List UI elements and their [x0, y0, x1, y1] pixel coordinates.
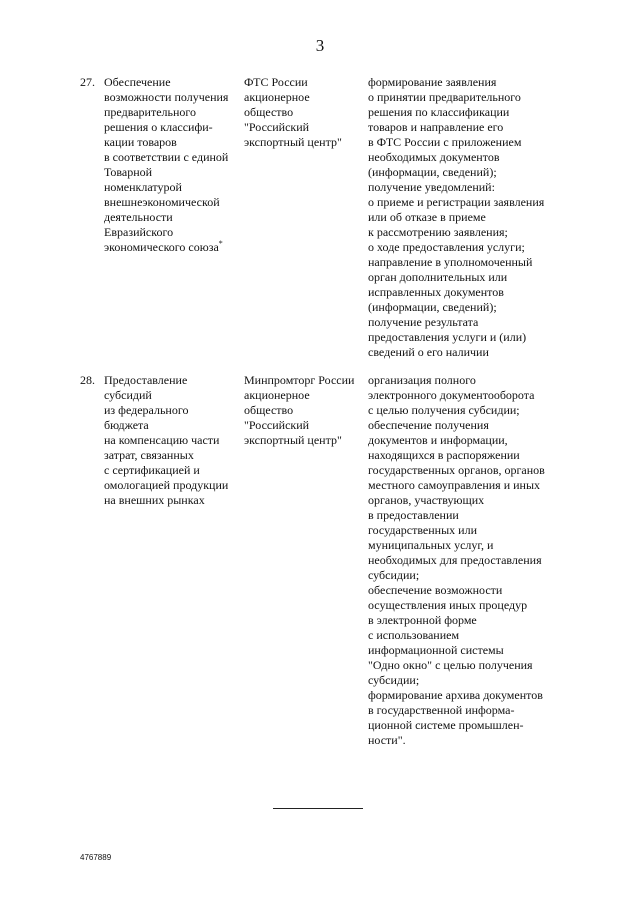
service-name: [104, 373, 244, 508]
text-line: на компенсацию части: [104, 433, 220, 447]
text-line: к рассмотрению заявления;: [368, 225, 508, 239]
electronic-actions: [368, 75, 568, 360]
text-line: обеспечение получения: [368, 418, 489, 432]
text-line: деятельности: [104, 210, 173, 224]
text-line: Минпромторг России: [244, 373, 355, 387]
text-line: направление в уполномоченный: [368, 255, 533, 269]
text-line: субсидии;: [368, 568, 420, 582]
text-line: документов и информации,: [368, 433, 508, 447]
text-line: внешнеэкономической: [104, 195, 220, 209]
text-line: местного самоуправления и иных: [368, 478, 541, 492]
text-line: о ходе предоставления услуги;: [368, 240, 525, 254]
text-line: из федерального: [104, 403, 189, 417]
text-line: исправленных документов: [368, 285, 504, 299]
text-line: осуществления иных процедур: [368, 598, 528, 612]
text-line: ности".: [368, 733, 406, 747]
text-line: в государственной информа-: [368, 703, 515, 717]
text-line: в электронной форме: [368, 613, 477, 627]
text-line: государственных органов, органов: [368, 463, 545, 477]
text-line: Евразийского: [104, 225, 174, 239]
text-line: решения о классифи-: [104, 120, 213, 134]
document-code: 4767889: [80, 853, 112, 862]
text-line: государственных или: [368, 523, 477, 537]
text-line: товаров и направление его: [368, 120, 504, 134]
text-line: ФТС России: [244, 75, 308, 89]
text-line: о принятии предварительного: [368, 90, 521, 104]
text-line: в соответствии с единой: [104, 150, 229, 164]
text-line: или об отказе в приеме: [368, 210, 486, 224]
text-line: муниципальных услуг, и: [368, 538, 494, 552]
row-number: 28.: [80, 373, 95, 387]
text-line: органов, участвующих: [368, 493, 485, 507]
text-line: предоставления услуги и (или): [368, 330, 527, 344]
footnote-asterisk: *: [218, 239, 223, 248]
text-line: "Российский: [244, 418, 310, 432]
text-line: номенклатурой: [104, 180, 182, 194]
text-line: сведений о его наличии: [368, 345, 489, 359]
text-line: с использованием: [368, 628, 460, 642]
page-number: 3: [315, 36, 325, 55]
text-line: затрат, связанных: [104, 448, 194, 462]
text-line: орган дополнительных или: [368, 270, 508, 284]
text-line: общество: [244, 403, 294, 417]
responsible-organizations: [244, 75, 366, 150]
text-line: экспортный центр": [244, 433, 342, 447]
text-line: кации товаров: [104, 135, 177, 149]
text-line: омологацией продукции: [104, 478, 229, 492]
text-line: на внешних рынках: [104, 493, 205, 507]
text-line: электронного документооборота: [368, 388, 535, 402]
text-line: бюджета: [104, 418, 149, 432]
text-line: с сертификацией и: [104, 463, 200, 477]
service-name: [104, 75, 244, 255]
text-line: Предоставление: [104, 373, 188, 387]
text-line: субсидий: [104, 388, 152, 402]
text-line: (информации, сведений);: [368, 165, 497, 179]
text-line: Обеспечение: [104, 75, 171, 89]
text-line: субсидии;: [368, 673, 420, 687]
text-line: "Российский: [244, 120, 310, 134]
text-line: формирование архива документов: [368, 688, 543, 702]
text-line: экспортный центр": [244, 135, 342, 149]
text-line: "Одно окно" с целью получения: [368, 658, 533, 672]
text-line: акционерное: [244, 90, 310, 104]
electronic-actions: [368, 373, 568, 748]
footer-divider: [273, 808, 363, 809]
row-number: 27.: [80, 75, 95, 89]
text-line: необходимых документов: [368, 150, 500, 164]
text-line: о приеме и регистрации заявления: [368, 195, 545, 209]
text-line: получение результата: [368, 315, 479, 329]
text-line: находящихся в распоряжении: [368, 448, 520, 462]
text-line: общество: [244, 105, 294, 119]
text-line: с целью получения субсидии;: [368, 403, 520, 417]
text-line: Товарной: [104, 165, 153, 179]
text-line: в предоставлении: [368, 508, 459, 522]
text-line: необходимых для предоставления: [368, 553, 542, 567]
text-line: получение уведомлений:: [368, 180, 495, 194]
text-line: информационной системы: [368, 643, 504, 657]
text-line: ционной системе промышлен-: [368, 718, 524, 732]
text-line: решения по классификации: [368, 105, 510, 119]
text-line: экономического союза: [104, 240, 219, 254]
text-line: возможности получения: [104, 90, 229, 104]
text-line: акционерное: [244, 388, 310, 402]
text-line: в ФТС России с приложением: [368, 135, 522, 149]
text-line: формирование заявления: [368, 75, 497, 89]
text-line: организация полного: [368, 373, 476, 387]
text-line: обеспечение возможности: [368, 583, 503, 597]
text-line: предварительного: [104, 105, 197, 119]
text-line: (информации, сведений);: [368, 300, 497, 314]
responsible-organizations: [244, 373, 366, 448]
